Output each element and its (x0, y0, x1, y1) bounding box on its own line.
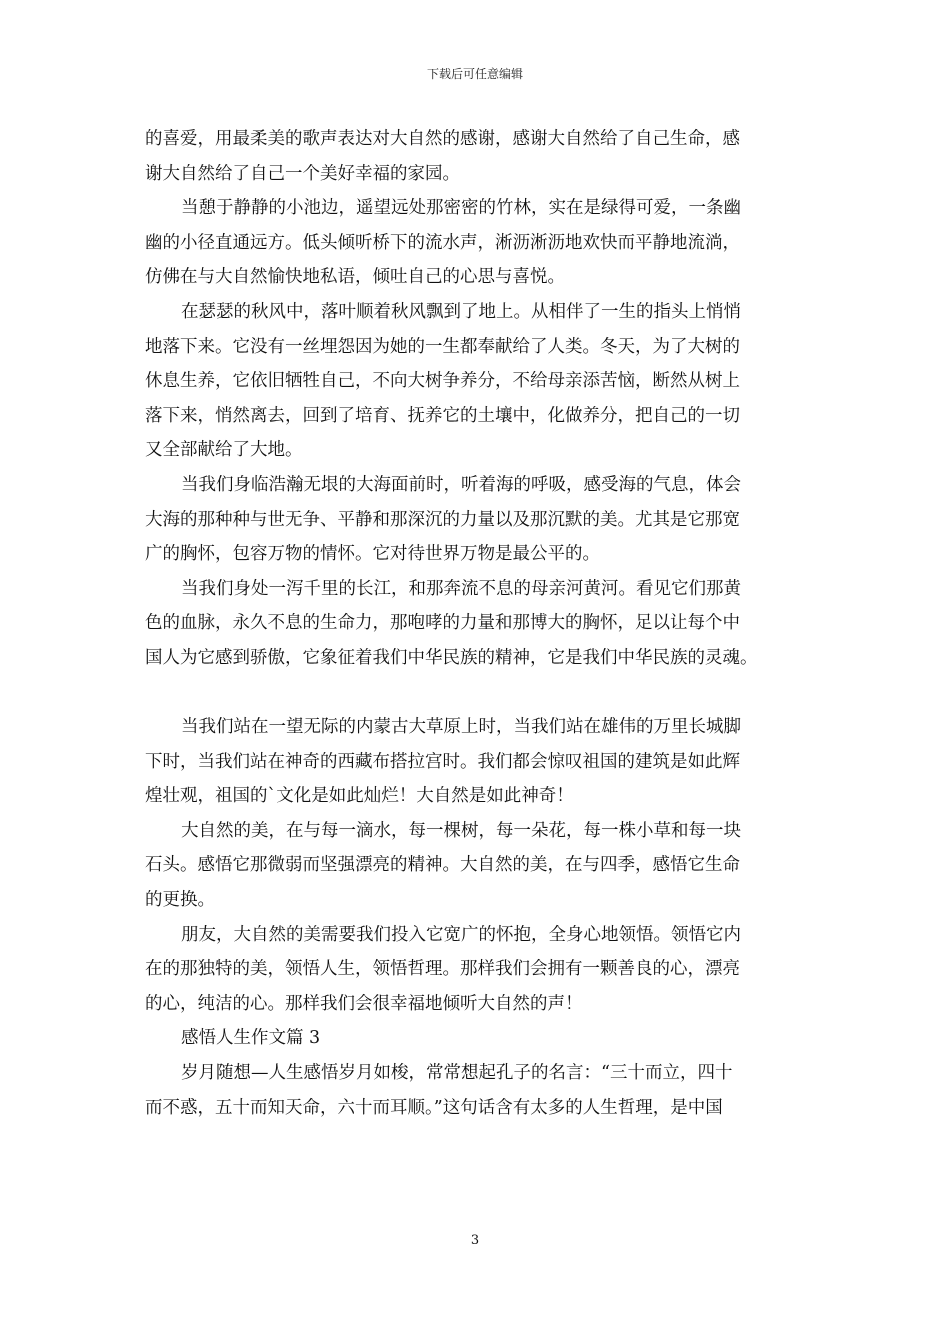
paragraph-line: 而不惑，五十而知天命，六十而耳顺。”这句话含有太多的人生哲理，是中国 (145, 1097, 723, 1118)
document-body (145, 122, 825, 1125)
paragraph-friend (145, 918, 825, 1022)
paragraph-line: 当我们站在一望无际的内蒙古大草原上时，当我们站在雄伟的万里长城脚 (181, 717, 741, 738)
paragraph-line: 当我们身临浩瀚无垠的大海面前时，听着海的呼吸，感受海的气息，体会 (181, 474, 741, 495)
paragraph-autumn-leaves (145, 295, 825, 468)
paragraph-sea (145, 468, 825, 572)
paragraph-grassland (145, 710, 825, 814)
paragraph-pond (145, 191, 825, 295)
paragraph-line: 朋友，大自然的美需要我们投入它宽广的怀抱，全身心地领悟。领悟它内 (181, 924, 741, 945)
paragraph-line: 当憩于静静的小池边，遥望远处那密密的竹林，实在是绿得可爱，一条幽 (181, 198, 741, 219)
paragraph-line: 石头。感悟它那微弱而坚强漂亮的精神。大自然的美，在与四季，感悟它生命 (145, 855, 740, 876)
paragraph-line: 色的血脉，永久不息的生命力，那咆哮的力量和那博大的胸怀，足以让每个中 (145, 613, 740, 634)
paragraph-line: 的心，纯洁的心。那样我们会很幸福地倾听大自然的声！ (145, 993, 583, 1014)
paragraph-line: 当我们身处一泻千里的长江，和那奔流不息的母亲河黄河。看见它们那黄 (181, 578, 741, 599)
page-header: 下载后可任意编辑 (426, 67, 523, 81)
paragraph-line: 的更换。 (145, 890, 215, 911)
paragraph-line: 休息生养，它依旧牺牲自己，不向大树争养分，不给母亲添苦恼，断然从树上 (145, 371, 740, 392)
paragraph-line: 岁月随想—人生感悟岁月如梭，常常想起孔子的名言：“三十而立，四十 (181, 1063, 733, 1084)
paragraph-line: 落下来，悄然离去，回到了培育、抚养它的土壤中，化做养分，把自己的一切 (145, 405, 740, 426)
blank-line (145, 676, 825, 711)
paragraph-gratitude (145, 122, 825, 191)
section-heading (145, 1021, 825, 1056)
section-heading-text: 感悟人生作文篇 3 (181, 1028, 321, 1049)
paragraph-line: 大海的那种种与世无争、平静和那深沉的力量以及那沉默的美。尤其是它那宽 (145, 509, 740, 530)
paragraph-line: 地落下来。它没有一丝埋怨因为她的一生都奉献给了人类。冬天，为了大树的 (145, 336, 740, 357)
paragraph-line: 下时，当我们站在神奇的西藏布搭拉宫时。我们都会惊叹祖国的建筑是如此辉 (145, 751, 740, 772)
paragraph-line: 谢大自然给了自己一个美好幸福的家园。 (145, 163, 460, 184)
paragraph-line: 又全部献给了大地。 (145, 440, 303, 461)
paragraph-line: 幽的小径直通远方。低头倾听桥下的流水声，淅沥淅沥地欢快而平静地流淌， (145, 232, 740, 253)
paragraph-line: 仿佛在与大自然愉快地私语，倾吐自己的心思与喜悦。 (145, 267, 565, 288)
paragraph-line: 煌壮观，祖国的`文化是如此灿烂！大自然是如此神奇！ (145, 786, 574, 807)
paragraph-years (145, 1056, 825, 1125)
paragraph-line: 在瑟瑟的秋风中，落叶顺着秋风飘到了地上。从相伴了一生的指头上悄悄 (181, 301, 741, 322)
paragraph-line: 国人为它感到骄傲，它象征着我们中华民族的精神，它是我们中华民族的灵魂。 (145, 647, 758, 668)
paragraph-line: 的喜爱，用最柔美的歌声表达对大自然的感谢，感谢大自然给了自己生命，感 (145, 129, 740, 149)
paragraph-rivers (145, 572, 825, 676)
paragraph-nature-beauty (145, 814, 825, 918)
paragraph-line: 广的胸怀，包容万物的情怀。它对待世界万物是最公平的。 (145, 544, 600, 565)
paragraph-line: 大自然的美，在与每一滴水，每一棵树，每一朵花，每一株小草和每一块 (181, 820, 741, 841)
page-number: 3 (470, 1233, 480, 1248)
paragraph-line: 在的那独特的美，领悟人生，领悟哲理。那样我们会拥有一颗善良的心，漂亮 (145, 959, 740, 980)
